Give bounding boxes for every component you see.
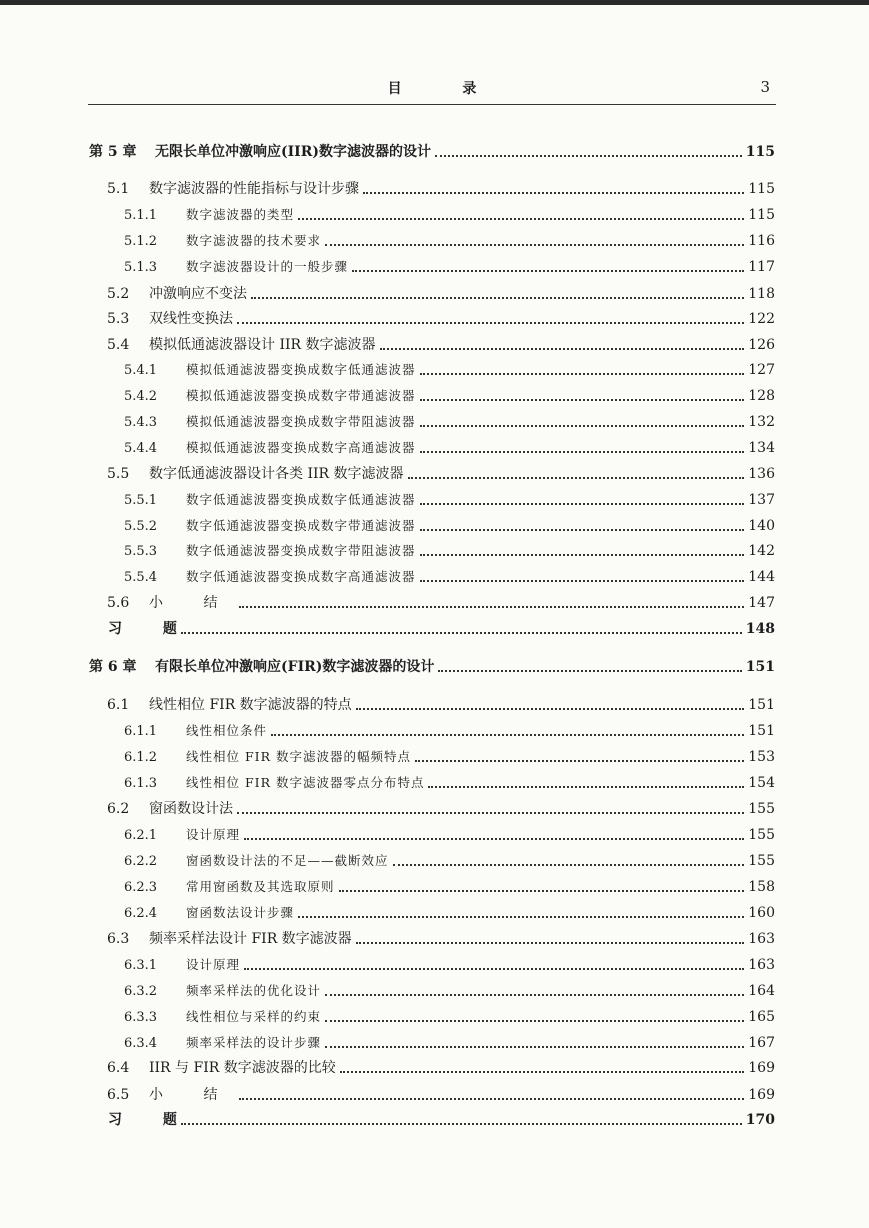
toc-entry-page: 115 <box>748 207 775 223</box>
toc-entry <box>124 516 775 536</box>
toc-entry <box>124 877 775 897</box>
toc-entry-number: 5.5.1 <box>124 493 158 508</box>
toc-entry <box>107 799 775 819</box>
toc-leader-dots <box>420 424 745 427</box>
toc-entry-number: 6.1.3 <box>124 776 158 791</box>
toc-entry <box>124 231 775 251</box>
toc-entry-title: 数字低通滤波器变换成数字带阻滤波器 <box>186 543 416 558</box>
toc-entry-title: 模拟低通滤波器变换成数字带阻滤波器 <box>186 414 416 429</box>
toc-leader-dots <box>181 1122 742 1125</box>
toc-entry-page: 170 <box>745 1112 775 1128</box>
toc-leader-dots <box>363 191 744 194</box>
toc-entry-page: 167 <box>748 1035 775 1051</box>
toc-entry-title: 线性相位条件 <box>186 723 268 738</box>
toc-entry-title: 模拟低通滤波器变换成数字高通滤波器 <box>186 440 416 455</box>
toc-leader-dots <box>428 785 744 788</box>
toc-entry-number: 6.1.1 <box>124 724 158 739</box>
toc-entry-page: 151 <box>748 697 775 713</box>
toc-entry-title: 小 结 <box>149 1087 236 1103</box>
toc-entry-page: 147 <box>748 595 775 611</box>
toc-entry-title: 数字低通滤波器变换成数字高通滤波器 <box>186 569 416 584</box>
toc-leader-dots <box>356 941 745 944</box>
header-title: 目 录 <box>387 81 505 97</box>
toc-entry-title: 线性相位 FIR 数字滤波器的特点 <box>149 697 352 713</box>
toc-entry-page: 144 <box>748 569 775 585</box>
toc-entry-title: 线性相位 FIR 数字滤波器零点分布特点 <box>186 775 425 790</box>
toc-entry-page: 155 <box>748 801 775 817</box>
toc-entry-page: 127 <box>748 362 775 378</box>
toc-entry-title: 数字滤波器的性能指标与设计步骤 <box>149 181 359 197</box>
toc-entry-title: 模拟低通滤波器设计 IIR 数字滤波器 <box>149 337 376 353</box>
toc-entry-title: 窗函数设计法 <box>149 801 233 817</box>
toc-entry-title: 有限长单位冲激响应(FIR)数字滤波器的设计 <box>155 659 435 675</box>
toc-entry-number: 5.5.3 <box>124 544 158 559</box>
toc-entry <box>107 1085 775 1105</box>
toc-entry-number: 6.3.2 <box>124 984 158 999</box>
toc-entry-page: 155 <box>748 827 775 843</box>
toc-entry <box>124 981 775 1001</box>
toc-entry-number: 5.1.3 <box>124 260 158 275</box>
toc-entry-number: 5.4.4 <box>124 441 158 456</box>
toc-entry-page: 148 <box>745 621 775 637</box>
toc-entry <box>107 309 775 329</box>
toc-entry-title: 冲激响应不变法 <box>149 286 247 302</box>
toc-leader-dots <box>415 759 744 762</box>
toc-leader-dots <box>239 1097 744 1100</box>
toc-entry <box>124 438 775 458</box>
toc-entry <box>107 593 775 613</box>
toc-entry-page: 137 <box>748 492 775 508</box>
toc-entry-page: 136 <box>748 466 775 482</box>
toc-entry-number: 5.1.1 <box>124 208 158 223</box>
toc-entry-page: 164 <box>748 983 775 999</box>
header-page-number: 3 <box>760 78 770 96</box>
toc-entry-number: 6.2 <box>107 801 130 817</box>
toc-entry-number: 5.4 <box>107 337 130 353</box>
toc-leader-dots <box>325 993 744 996</box>
toc-entry-title: 线性相位与采样的约束 <box>186 1009 322 1024</box>
toc-entry <box>124 1033 775 1053</box>
toc-entry-title: 窗函数法设计步骤 <box>186 905 295 920</box>
toc-leader-dots <box>251 296 744 299</box>
toc-leader-dots <box>340 1070 745 1073</box>
toc-leader-dots <box>239 605 744 608</box>
toc-entry <box>124 721 775 741</box>
toc-entry <box>124 825 775 845</box>
toc-entry <box>89 657 775 677</box>
toc-entry-title: 数字低通滤波器变换成数字低通滤波器 <box>186 492 416 507</box>
toc-entry-page: 154 <box>748 775 775 791</box>
toc-leader-dots <box>298 217 744 220</box>
toc-entry-number: 5.1.2 <box>124 234 158 249</box>
toc-entry-page: 128 <box>748 388 775 404</box>
toc-entry <box>108 619 775 639</box>
toc-entry-title: 数字低通滤波器变换成数字带通滤波器 <box>186 518 416 533</box>
toc-leader-dots <box>420 450 745 453</box>
toc-entry-number: 5.3 <box>107 311 130 327</box>
toc-entry-page: 122 <box>748 311 775 327</box>
toc-entry-number: 第 5 章 <box>89 144 137 160</box>
toc-entry-number: 6.1.2 <box>124 750 158 765</box>
toc-entry-page: 165 <box>748 1009 775 1025</box>
toc-entry <box>107 695 775 715</box>
toc-leader-dots <box>420 372 745 375</box>
toc-entry <box>89 142 775 162</box>
toc-entry-number: 5.5 <box>107 466 130 482</box>
toc-entry-title: 无限长单位冲激响应(IIR)数字滤波器的设计 <box>155 144 431 160</box>
toc-entry-title: 窗函数设计法的不足——截断效应 <box>186 853 389 868</box>
toc-leader-dots <box>380 347 745 350</box>
toc-entry <box>108 1110 775 1130</box>
toc-entry-number: 5.1 <box>107 181 130 197</box>
toc-entry <box>124 205 775 225</box>
page-top-edge <box>0 0 869 5</box>
toc-entry-page: 115 <box>748 181 775 197</box>
toc-entry <box>107 335 775 355</box>
toc-leader-dots <box>325 1019 744 1022</box>
toc-entry <box>107 1058 775 1078</box>
toc-entry-page: 151 <box>748 723 775 739</box>
toc-leader-dots <box>298 915 744 918</box>
toc-entry <box>124 412 775 432</box>
toc-entry-number: 6.3.1 <box>124 958 158 973</box>
toc-entry-page: 155 <box>748 853 775 869</box>
toc-entry-title: 模拟低通滤波器变换成数字低通滤波器 <box>186 362 416 377</box>
toc-leader-dots <box>271 733 744 736</box>
toc-entry-page: 163 <box>748 957 775 973</box>
toc-entry <box>124 851 775 871</box>
toc-leader-dots <box>420 502 745 505</box>
toc-entry-page: 118 <box>748 286 775 302</box>
toc-leader-dots <box>237 321 744 324</box>
toc-entry-page: 163 <box>748 931 775 947</box>
toc-entry <box>124 747 775 767</box>
toc-entry-number: 6.2.2 <box>124 854 158 869</box>
toc-entry <box>124 360 775 380</box>
running-header <box>88 78 776 105</box>
toc-leader-dots <box>181 631 742 634</box>
toc-entry-page: 140 <box>748 518 775 534</box>
toc-leader-dots <box>438 669 741 672</box>
toc-entry-page: 158 <box>748 879 775 895</box>
toc-entry-title: 数字滤波器设计的一般步骤 <box>186 259 349 274</box>
toc-entry-number: 5.2 <box>107 286 130 302</box>
toc-entry-number: 6.4 <box>107 1060 130 1076</box>
toc-entry <box>107 284 775 304</box>
toc-entry-title: 小 结 <box>149 595 236 611</box>
toc-entry-title: 常用窗函数及其选取原则 <box>186 879 335 894</box>
toc-entry-number: 6.3 <box>107 931 130 947</box>
toc-entry <box>124 773 775 793</box>
toc-leader-dots <box>420 398 745 401</box>
toc-entry <box>124 903 775 923</box>
toc-leader-dots <box>325 1045 744 1048</box>
toc-leader-dots <box>237 811 744 814</box>
toc-entry-page: 153 <box>748 749 775 765</box>
toc-entry-page: 169 <box>748 1060 775 1076</box>
toc-leader-dots <box>435 154 742 157</box>
toc-entry-page: 126 <box>748 337 775 353</box>
toc-entry <box>124 1007 775 1027</box>
toc-leader-dots <box>420 553 745 556</box>
toc-entry-title: 频率采样法的设计步骤 <box>186 1035 322 1050</box>
toc-entry-page: 132 <box>748 414 775 430</box>
toc-entry-title: 数字低通滤波器设计各类 IIR 数字滤波器 <box>149 466 404 482</box>
toc-entry-number: 5.4.3 <box>124 415 158 430</box>
toc-entry-page: 169 <box>748 1087 775 1103</box>
toc-entry <box>124 567 775 587</box>
toc-entry-number: 6.3.3 <box>124 1010 158 1025</box>
toc-entry-title: 习 题 <box>108 621 195 637</box>
toc-entry <box>107 929 775 949</box>
toc-entry <box>124 541 775 561</box>
toc-entry-number: 5.4.1 <box>124 363 158 378</box>
toc-entry-number: 6.2.4 <box>124 906 158 921</box>
toc-entry-title: 设计原理 <box>186 827 241 842</box>
toc-entry <box>124 955 775 975</box>
toc-entry-title: 线性相位 FIR 数字滤波器的幅频特点 <box>186 749 411 764</box>
toc-entry-page: 116 <box>748 233 775 249</box>
toc-entry-number: 6.1 <box>107 697 130 713</box>
toc-leader-dots <box>244 967 744 970</box>
toc-entry-number: 6.2.3 <box>124 880 158 895</box>
toc-entry-page: 142 <box>748 543 775 559</box>
toc-entry <box>124 490 775 510</box>
toc-entry-title: 频率采样法的优化设计 <box>186 983 322 998</box>
toc-entry <box>124 257 775 277</box>
toc-entry-number: 6.5 <box>107 1087 130 1103</box>
toc-entry-title: 数字滤波器的技术要求 <box>186 233 322 248</box>
toc-entry-page: 160 <box>748 905 775 921</box>
toc-leader-dots <box>420 528 745 531</box>
toc-entry-number: 5.5.2 <box>124 519 158 534</box>
toc-entry-number: 第 6 章 <box>89 659 137 675</box>
toc-leader-dots <box>408 476 745 479</box>
toc-entry-title: 数字滤波器的类型 <box>186 207 295 222</box>
toc-leader-dots <box>420 579 745 582</box>
toc-leader-dots <box>393 863 745 866</box>
toc-entry-page: 134 <box>748 440 775 456</box>
toc-leader-dots <box>325 243 744 246</box>
toc-entry-number: 6.2.1 <box>124 828 158 843</box>
toc-entry-title: 模拟低通滤波器变换成数字带通滤波器 <box>186 388 416 403</box>
toc-leader-dots <box>356 707 745 710</box>
toc-entry-title: IIR 与 FIR 数字滤波器的比较 <box>149 1060 336 1076</box>
toc-leader-dots <box>352 269 744 272</box>
toc-entry-number: 5.6 <box>107 595 130 611</box>
toc-entry-number: 6.3.4 <box>124 1036 158 1051</box>
toc-entry <box>124 386 775 406</box>
toc-entry-title: 双线性变换法 <box>149 311 233 327</box>
toc-leader-dots <box>244 837 744 840</box>
toc-entry-page: 115 <box>745 144 775 160</box>
toc-entry-number: 5.4.2 <box>124 389 158 404</box>
toc-entry <box>107 464 775 484</box>
toc-entry-title: 习 题 <box>108 1112 195 1128</box>
toc-entry-page: 117 <box>748 259 775 275</box>
toc-entry-title: 设计原理 <box>186 957 241 972</box>
toc-leader-dots <box>339 889 745 892</box>
toc-entry-page: 151 <box>745 659 775 675</box>
toc-entry <box>107 179 775 199</box>
toc-entry-title: 频率采样法设计 FIR 数字滤波器 <box>149 931 352 947</box>
toc-entry-number: 5.5.4 <box>124 570 158 585</box>
